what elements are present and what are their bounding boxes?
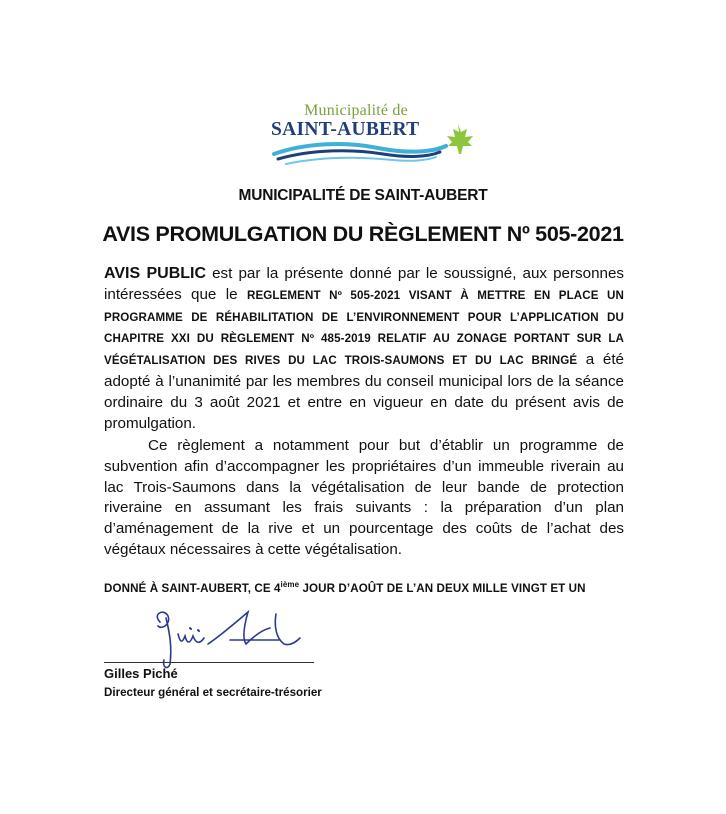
given-at-ordinal: ième	[280, 580, 300, 589]
logo-municipality-text: Municipalité de	[304, 102, 408, 119]
notice-title: AVIS PROMULGATION DU RÈGLEMENT Nº 505-2021	[102, 222, 624, 246]
paragraph-public-notice	[104, 264, 624, 434]
signatory-name: Gilles Piché	[104, 666, 178, 681]
logo-name-text: SAINT-AUBERT	[271, 119, 420, 140]
signatory-title: Directeur général et secrétaire-trésorier	[104, 686, 322, 699]
public-notice-lead: AVIS PUBLIC	[104, 265, 207, 282]
maple-leaf-icon	[447, 124, 473, 154]
given-at-prefix: DONNÉ À SAINT-AUBERT, CE 4	[104, 582, 281, 595]
organization-heading: MUNICIPALITÉ DE SAINT-AUBERT	[238, 187, 488, 204]
paragraph-regulation-purpose: Ce règlement a notamment pour but d’établir un programme de subvention afin d’accompagner les propriétaires d’un immeuble riverain au lac Trois-Saumons dans la végétalisation de leur bande de protection riveraine en assumant les frais suivants : la préparation d’un plan d’aménagement de la rive et un pourcentage des coûts de l’achat des végétaux nécessaires à cette végétalisation.	[104, 437, 624, 558]
given-at-statement	[104, 582, 644, 595]
signature-line	[104, 662, 314, 663]
notice-text-intro: est par la présente donné par le soussigné, aux personnes intéressées que le	[104, 265, 625, 303]
given-at-suffix: JOUR D’AOÛT DE L’AN DEUX MILLE VINGT ET UN	[299, 582, 586, 595]
regulation-name: REGLEMENT Nº 505-2021 VISANT À METTRE EN PLACE UN PROGRAMME DE RÉHABILITATION DE L’ENVIRONNEMENT POUR L’APPLICATION DU CHAPITRE XXI DU RÈGLEMENT Nº 485-2019 RELATIF AU ZONAGE PORTANT SUR LA VÉGÉTALISATION DES RIVES DU LAC TROIS-SAUMONS ET DU LAC BRINGÉ	[104, 288, 624, 368]
municipality-logo	[268, 102, 480, 170]
notice-text-adoption: a été adopté à l’unanimité par les membres du conseil municipal lors de la séance ordinaire du 3 août 2021 et entre en vigueur en date du présent avis de promulgation.	[104, 351, 624, 432]
